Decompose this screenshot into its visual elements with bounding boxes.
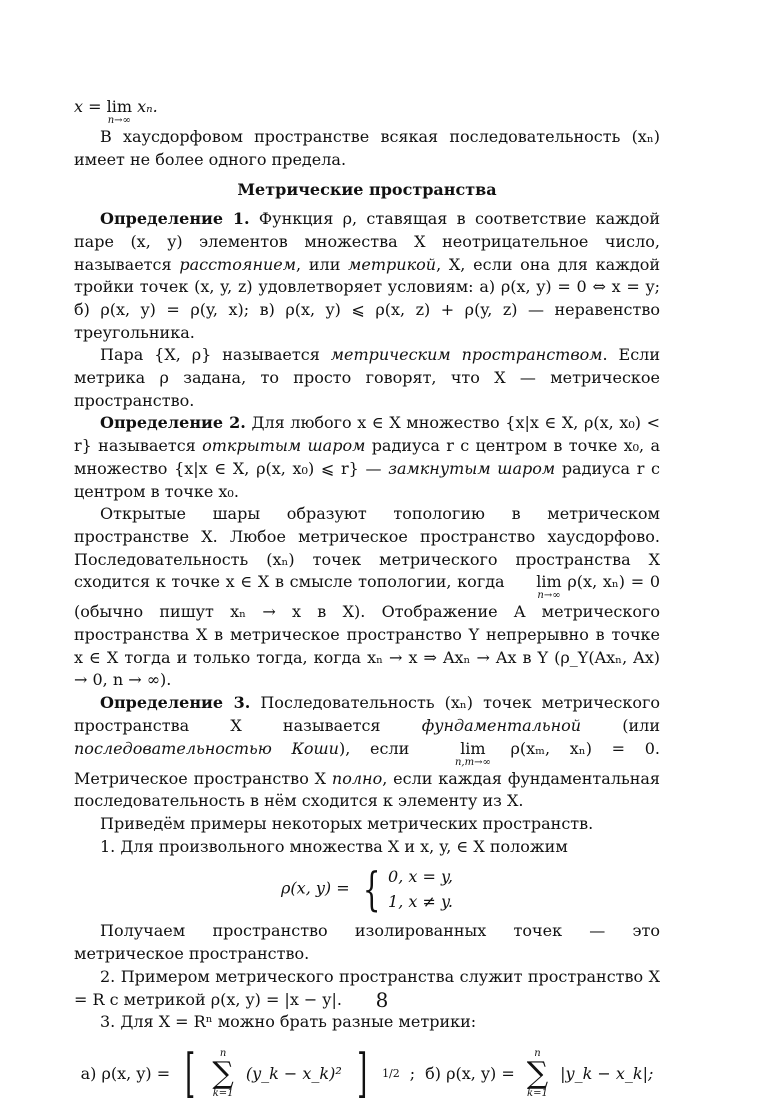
metric-space-paragraph: Пара {X, ρ} называется метрическим пространством. Если метрика ρ задана, то просто говорят, что X — метрическое пространство. bbox=[74, 345, 660, 410]
case-row: 0, x = y, bbox=[388, 867, 453, 887]
section-heading: Метрические пространства bbox=[237, 180, 497, 200]
case-row: 1, x ≠ y. bbox=[388, 892, 453, 912]
separator: ; bbox=[409, 1063, 416, 1083]
open-balls-paragraph: Открытые шары образуют топологию в метрическом пространстве X. Любое метрическое пространство хаусдорфово. Последовательность (xₙ) точек метрического пространства X сходится к точке x ∈ X в смысле топологии, когда lim n→∞ ρ(x, xₙ) = 0 (обычно пишут xₙ → x в X). Отображение A метрического пространства X в метрическое пространство Y непрерывно в точке x ∈ X тогда и только тогда, когда xₙ → x ⇒ Axₙ → Ax в Y (ρ_Y(Axₙ, Ax) → 0, n → ∞). bbox=[74, 504, 661, 690]
metric-b-term: |y_k − x_k|; bbox=[560, 1063, 654, 1083]
metric-a-term: (y_k − x_k)² bbox=[245, 1063, 342, 1083]
document-page bbox=[74, 96, 660, 1108]
formula-lhs: ρ(x, y) = bbox=[281, 878, 350, 898]
sum-operator: n ∑ k=1 bbox=[212, 1047, 234, 1099]
metric-a-lhs: а) ρ(x, y) = bbox=[80, 1063, 171, 1083]
definition-3-label: Определение 3. bbox=[100, 693, 251, 713]
example-2: 2. Примером метрического пространства служит пространство X = R с метрикой ρ(x, y) = |x − y|. bbox=[74, 966, 660, 1009]
page-number: 8 bbox=[375, 988, 389, 1012]
cases-block bbox=[355, 862, 453, 917]
limit-operator: lim n→∞ bbox=[536, 572, 562, 602]
isolated-points-paragraph: Получаем пространство изолированных точек — это метрическое пространство. bbox=[74, 921, 660, 964]
power-exponent: 1/2 bbox=[382, 1066, 400, 1080]
definition-3: Определение 3. Последовательность (xₙ) точек метрического пространства X называется фундаментальной (или последовательностью Коши), если lim n,m→∞ ρ(xₘ, xₙ) = 0. Метрическое пространство X полно, если каждая фундаментальная последовательность в нём сходится к элементу из X. bbox=[74, 693, 660, 811]
limit-line bbox=[74, 96, 660, 126]
example-1: 1. Для произвольного множества X и x, y, ∈ X положим bbox=[100, 836, 568, 856]
limit-operator: lim n→∞ bbox=[106, 97, 133, 126]
definition-1: Определение 1. Функция ρ, ставящая в соответствие каждой паре (x, y) элементов множества X неотрицательное число, называется расстоянием, или метрикой, X, если она для каждой тройки точек (x, y, z) удовлетворяет условиям: а) ρ(x, y) = 0 ⇔ x = y; б) ρ(x, y) = ρ(y, x); в) ρ(x, y) ⩽ ρ(x, z) + ρ(y, z) — неравенство треугольника. bbox=[74, 209, 661, 342]
example-3: 3. Для X = Rⁿ можно брать разные метрики: bbox=[100, 1012, 477, 1032]
limit-lhs: x = bbox=[74, 97, 102, 116]
definition-2-label: Определение 2. bbox=[100, 413, 246, 433]
limit-rhs: xₙ. bbox=[137, 97, 158, 116]
sum-operator: n ∑ k=1 bbox=[526, 1047, 549, 1099]
limit-operator: lim n,m→∞ bbox=[454, 738, 491, 768]
definition-2: Определение 2. Для любого x ∈ X множество {x|x ∈ X, ρ(x, x₀) < r} называется открытым шаром радиуса r с центром в точке x₀, а множество {x|x ∈ X, ρ(x, x₀) ⩽ r} — замкнутым шаром радиуса r с центром в точке x₀. bbox=[74, 413, 661, 501]
metric-b-lhs: б) ρ(x, y) = bbox=[425, 1063, 515, 1083]
definition-1-label: Определение 1. bbox=[100, 209, 250, 229]
rn-metrics-formula bbox=[74, 1043, 660, 1104]
discrete-metric-formula bbox=[74, 862, 660, 917]
left-brace-icon: { bbox=[362, 862, 381, 917]
hausdorff-paragraph: В хаусдорфовом пространстве всякая последовательность (xₙ) имеет не более одного предела. bbox=[74, 127, 660, 169]
examples-intro: Приведём примеры некоторых метрических пространств. bbox=[100, 813, 594, 833]
right-bracket-icon: ] bbox=[356, 1043, 367, 1104]
left-bracket-icon: [ bbox=[185, 1043, 196, 1104]
